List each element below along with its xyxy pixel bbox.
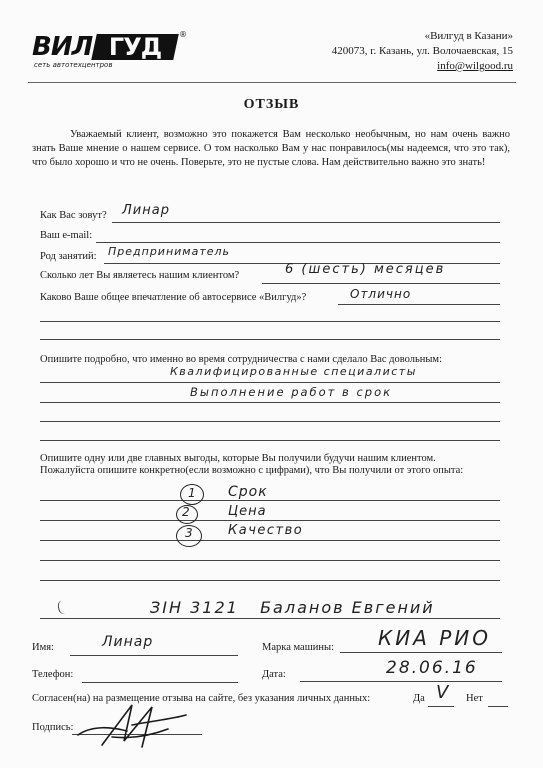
impression-answer: Отлично [350,287,412,301]
intro-text: Уважаемый клиент, возможно это покажется Вам несколько необычным, но нам очень важно знать Ваше мнение о нашем сервисе. О том насколько Вам у нас понравилось(мы надеемся, что это так), что было хорошо и что не очень. Поверьте, это не пустые слова. Нам действительно важно это знать! [32,129,510,168]
car-brand-line [340,652,502,653]
consent-yes-line [428,706,454,707]
years-answer: 6 (шесть) месяцев [285,262,446,277]
occupation-question-label: Род занятий: [40,251,97,262]
impression-extra-line-1 [40,321,500,322]
satisfied-question-label: Опишите подробно, что именно во время сотрудничества с нами сделало Вас довольным: [40,354,442,365]
company-address-block [332,29,513,74]
impression-extra-line-2 [40,339,500,340]
satisfied-line-2 [40,402,500,403]
benefit-3-text: Качество [228,523,304,538]
satisfied-answer-line-2: Выполнение работ в срок [190,385,393,399]
logo-text-b: ГУД [108,33,162,61]
extra-note-mark [57,599,70,615]
benefits-line-5 [40,580,500,581]
name-answer: Линар [122,203,170,218]
benefits-line-4 [40,560,500,561]
company-address: 420073, г. Казань, ул. Волочаевская, 15 [331,45,513,57]
logo-text-a: ВИЛ [32,32,93,62]
date-line [300,681,502,682]
impression-question-label: Каково Ваше общее впечатление об автосервисе «Вилгуд»? [40,292,307,303]
occupation-answer: Предприниматель [108,245,231,258]
phone-label: Телефон: [32,669,74,680]
car-brand-label: Марка машины: [262,642,335,653]
benefits-line-1 [40,500,500,501]
page-title: ОТЗЫВ [243,97,300,112]
signature-label: Подпись: [32,722,74,733]
extra-handwritten-note: ЗІН 3121 Баланов Евгений [150,598,435,617]
company-name: «Вилгуд в Казани» [424,30,513,42]
phone-line [82,682,238,683]
benefit-3-number: 3 [185,526,194,540]
benefit-2-text: Цена [228,504,267,519]
footer-name-line [70,655,238,656]
date-label: Дата: [262,669,286,680]
satisfied-answer-line-1: Квалифицированные специалисты [170,365,417,378]
name-answer-line [112,222,500,223]
name-question-label: Как Вас зовут? [40,210,107,221]
consent-yes-label: Да [413,693,425,704]
benefits-line-6 [40,618,500,619]
satisfied-line-1 [40,382,500,383]
footer-name-label: Имя: [32,642,54,653]
satisfied-line-3 [40,421,500,422]
benefits-line-3 [40,540,500,541]
consent-no-label: Нет [466,693,483,704]
consent-no-line [488,706,508,707]
benefit-2-number: 2 [182,505,191,519]
company-logo [32,30,187,69]
logo-block [91,34,179,60]
years-answer-line [262,283,500,284]
email-question-label: Ваш e-mail: [40,230,93,241]
logo-registered-mark: ® [179,30,187,39]
impression-answer-line [338,304,500,305]
date-value: 28.06.16 [386,658,478,678]
satisfied-line-4 [40,440,500,441]
email-answer-line [96,242,500,243]
header-divider [28,82,516,83]
car-brand-value: КИА РИО [378,626,491,650]
benefits-question-label-2: Пожалуйста опишите конкретно(если возможно с цифрами), что Вы получили от этого опыта: [40,465,464,476]
benefit-1-number: 1 [188,486,197,500]
logo-tagline: сеть автотехцентров [34,61,113,69]
years-question-label: Сколько лет Вы являетесь нашим клиентом? [40,270,240,281]
consent-yes-mark: V [436,682,450,703]
footer-name-value: Линар [102,634,154,650]
benefit-1-text: Срок [228,484,268,500]
benefits-line-2 [40,520,500,521]
benefits-question-label-1: Опишите одну или две главных выгоды, которые Вы получили будучи нашим клиентом. [40,453,436,464]
consent-label: Согласен(на) на размещение отзыва на сайте, без указания личных данных: [32,693,371,704]
signature-scribble [72,695,192,755]
company-email: info@wilgood.ru [437,60,513,72]
